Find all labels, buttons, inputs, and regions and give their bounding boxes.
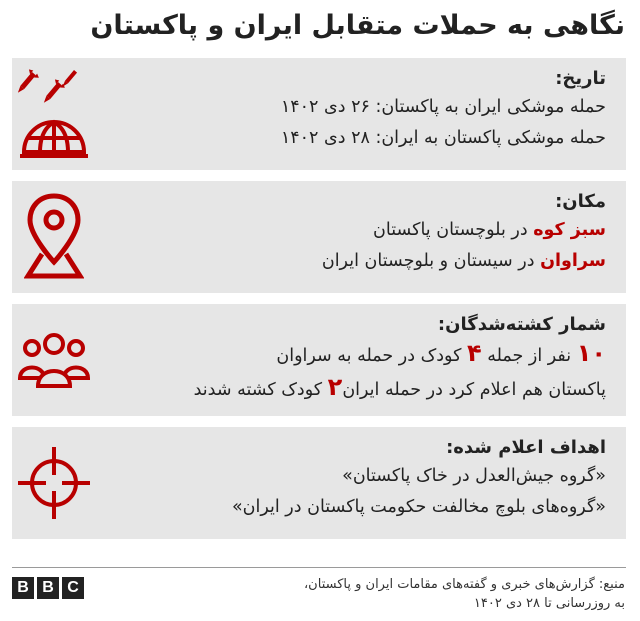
footer-divider [12,567,626,568]
saravan-name: سراوان [540,251,606,271]
date-heading: تاریخ: [555,68,606,89]
bbc-logo-letter-b1: B [12,577,34,599]
location-heading: مکان: [555,191,606,212]
children-count: ۴ [466,339,482,367]
bbc-logo-letter-b2: B [37,577,59,599]
casualties-heading: شمار کشته‌شدگان: [437,314,606,335]
pakistan-attack-date: حمله موشکی پاکستان به ایران: ۲۸ دی ۱۴۰۲ [280,128,606,148]
casualties-card [12,304,626,416]
iran-attack-date: حمله موشکی ایران به پاکستان: ۲۶ دی ۱۴۰۲ [280,97,606,117]
targets-card [12,427,626,539]
date-card [12,58,626,170]
location-pakistan: سبز کوه در بلوچستان پاکستان [373,220,606,240]
saravan-casualties: ۱۰ نفر از جمله ۴ کودک در حمله به سراوان [276,339,606,367]
page-title: نگاهی به حملات متقابل ایران و پاکستان [90,10,625,41]
location-pin-icon [24,192,84,282]
location-iran: سراوان در سیستان و بلوچستان ایران [321,251,606,271]
source-line-1: منبع: گزارش‌های خبری و گفته‌های مقامات ایران و پاکستان، [303,577,625,592]
death-count: ۱۰ [576,339,606,367]
target-jaish-al-adl: «گروه جیش‌العدل در خاک پاکستان» [342,466,606,486]
target-baloch-groups: «گروه‌های بلوچ مخالفت حکومت پاکستان در ایران» [231,497,606,517]
source-line-2: به روزرسانی تا ۲۸ دی ۱۴۰۲ [473,596,625,611]
bbc-logo-letter-c: C [62,577,84,599]
people-group-icon [16,330,92,390]
source-note [304,575,625,613]
missiles-globe-icon [18,64,90,164]
bbc-logo [12,577,84,599]
location-card [12,181,626,293]
crosshair-target-icon [18,443,90,523]
pakistan-casualties: پاکستان هم اعلام کرد در حمله ایران۲ کودک کشته شدند [193,373,606,401]
targets-heading: اهداف اعلام شده: [446,437,606,458]
pakistan-children-count: ۲ [327,373,343,401]
sabz-kooh-name: سبز کوه [533,220,606,240]
